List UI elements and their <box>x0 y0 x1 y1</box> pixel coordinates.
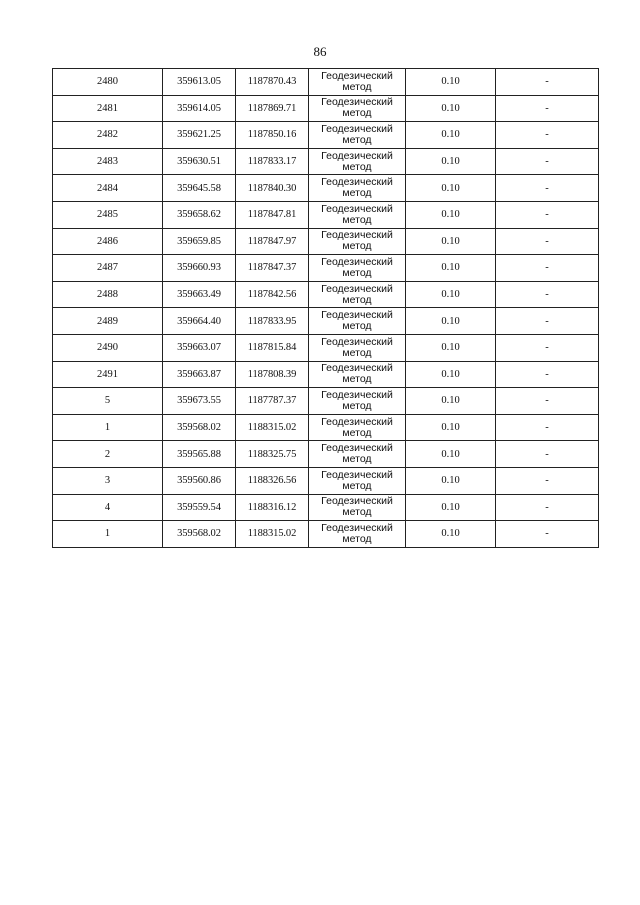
x-coordinate-cell: 359664.40 <box>163 308 236 335</box>
x-coordinate-cell: 359673.55 <box>163 388 236 415</box>
accuracy-cell: 0.10 <box>406 69 496 96</box>
table-row <box>53 388 599 415</box>
coordinates-table-body <box>53 69 599 548</box>
method-cell: Геодезический метод <box>309 494 406 521</box>
point-cell: 5 <box>53 388 163 415</box>
note-cell: - <box>496 414 599 441</box>
point-cell: 2484 <box>53 175 163 202</box>
table-row <box>53 467 599 494</box>
table-row <box>53 255 599 282</box>
y-coordinate-cell: 1188316.12 <box>236 494 309 521</box>
note-cell: - <box>496 334 599 361</box>
table-row <box>53 521 599 548</box>
point-cell: 2488 <box>53 281 163 308</box>
method-cell: Геодезический метод <box>309 281 406 308</box>
x-coordinate-cell: 359645.58 <box>163 175 236 202</box>
point-cell: 1 <box>53 521 163 548</box>
y-coordinate-cell: 1188315.02 <box>236 414 309 441</box>
accuracy-cell: 0.10 <box>406 228 496 255</box>
point-cell: 2485 <box>53 201 163 228</box>
x-coordinate-cell: 359613.05 <box>163 69 236 96</box>
note-cell: - <box>496 467 599 494</box>
accuracy-cell: 0.10 <box>406 521 496 548</box>
point-cell: 2483 <box>53 148 163 175</box>
y-coordinate-cell: 1187847.97 <box>236 228 309 255</box>
coordinates-table <box>52 68 599 548</box>
method-cell: Геодезический метод <box>309 388 406 415</box>
note-cell: - <box>496 175 599 202</box>
accuracy-cell: 0.10 <box>406 388 496 415</box>
accuracy-cell: 0.10 <box>406 281 496 308</box>
y-coordinate-cell: 1187847.37 <box>236 255 309 282</box>
accuracy-cell: 0.10 <box>406 148 496 175</box>
x-coordinate-cell: 359659.85 <box>163 228 236 255</box>
accuracy-cell: 0.10 <box>406 467 496 494</box>
accuracy-cell: 0.10 <box>406 95 496 122</box>
point-cell: 2489 <box>53 308 163 335</box>
y-coordinate-cell: 1187847.81 <box>236 201 309 228</box>
note-cell: - <box>496 148 599 175</box>
accuracy-cell: 0.10 <box>406 441 496 468</box>
table-row <box>53 441 599 468</box>
note-cell: - <box>496 69 599 96</box>
x-coordinate-cell: 359568.02 <box>163 521 236 548</box>
table-row <box>53 122 599 149</box>
y-coordinate-cell: 1187870.43 <box>236 69 309 96</box>
method-cell: Геодезический метод <box>309 255 406 282</box>
y-coordinate-cell: 1187840.30 <box>236 175 309 202</box>
point-cell: 2 <box>53 441 163 468</box>
note-cell: - <box>496 95 599 122</box>
table-row <box>53 95 599 122</box>
method-cell: Геодезический метод <box>309 201 406 228</box>
y-coordinate-cell: 1187815.84 <box>236 334 309 361</box>
method-cell: Геодезический метод <box>309 69 406 96</box>
point-cell: 2487 <box>53 255 163 282</box>
point-cell: 2480 <box>53 69 163 96</box>
x-coordinate-cell: 359630.51 <box>163 148 236 175</box>
accuracy-cell: 0.10 <box>406 201 496 228</box>
x-coordinate-cell: 359614.05 <box>163 95 236 122</box>
method-cell: Геодезический метод <box>309 361 406 388</box>
page-number: 86 <box>313 44 327 59</box>
note-cell: - <box>496 122 599 149</box>
x-coordinate-cell: 359663.07 <box>163 334 236 361</box>
table-row <box>53 201 599 228</box>
y-coordinate-cell: 1187869.71 <box>236 95 309 122</box>
x-coordinate-cell: 359663.49 <box>163 281 236 308</box>
accuracy-cell: 0.10 <box>406 122 496 149</box>
table-row <box>53 334 599 361</box>
accuracy-cell: 0.10 <box>406 494 496 521</box>
point-cell: 2482 <box>53 122 163 149</box>
x-coordinate-cell: 359560.86 <box>163 467 236 494</box>
note-cell: - <box>496 361 599 388</box>
point-cell: 4 <box>53 494 163 521</box>
y-coordinate-cell: 1188326.56 <box>236 467 309 494</box>
table-row <box>53 281 599 308</box>
table-row <box>53 308 599 335</box>
x-coordinate-cell: 359559.54 <box>163 494 236 521</box>
method-cell: Геодезический метод <box>309 122 406 149</box>
method-cell: Геодезический метод <box>309 467 406 494</box>
note-cell: - <box>496 255 599 282</box>
note-cell: - <box>496 281 599 308</box>
point-cell: 2486 <box>53 228 163 255</box>
point-cell: 2490 <box>53 334 163 361</box>
note-cell: - <box>496 388 599 415</box>
method-cell: Геодезический метод <box>309 441 406 468</box>
note-cell: - <box>496 521 599 548</box>
point-cell: 2481 <box>53 95 163 122</box>
x-coordinate-cell: 359565.88 <box>163 441 236 468</box>
table-row <box>53 175 599 202</box>
method-cell: Геодезический метод <box>309 175 406 202</box>
point-cell: 1 <box>53 414 163 441</box>
accuracy-cell: 0.10 <box>406 308 496 335</box>
note-cell: - <box>496 228 599 255</box>
table-row <box>53 361 599 388</box>
note-cell: - <box>496 494 599 521</box>
method-cell: Геодезический метод <box>309 95 406 122</box>
table-row <box>53 414 599 441</box>
table-row <box>53 69 599 96</box>
x-coordinate-cell: 359568.02 <box>163 414 236 441</box>
y-coordinate-cell: 1187833.95 <box>236 308 309 335</box>
x-coordinate-cell: 359663.87 <box>163 361 236 388</box>
table-row <box>53 228 599 255</box>
x-coordinate-cell: 359660.93 <box>163 255 236 282</box>
table-row <box>53 148 599 175</box>
y-coordinate-cell: 1188315.02 <box>236 521 309 548</box>
x-coordinate-cell: 359621.25 <box>163 122 236 149</box>
y-coordinate-cell: 1187833.17 <box>236 148 309 175</box>
y-coordinate-cell: 1188325.75 <box>236 441 309 468</box>
method-cell: Геодезический метод <box>309 308 406 335</box>
accuracy-cell: 0.10 <box>406 175 496 202</box>
accuracy-cell: 0.10 <box>406 361 496 388</box>
point-cell: 2491 <box>53 361 163 388</box>
y-coordinate-cell: 1187842.56 <box>236 281 309 308</box>
method-cell: Геодезический метод <box>309 148 406 175</box>
y-coordinate-cell: 1187850.16 <box>236 122 309 149</box>
table-row <box>53 494 599 521</box>
note-cell: - <box>496 201 599 228</box>
method-cell: Геодезический метод <box>309 334 406 361</box>
y-coordinate-cell: 1187787.37 <box>236 388 309 415</box>
method-cell: Геодезический метод <box>309 521 406 548</box>
note-cell: - <box>496 441 599 468</box>
accuracy-cell: 0.10 <box>406 414 496 441</box>
y-coordinate-cell: 1187808.39 <box>236 361 309 388</box>
point-cell: 3 <box>53 467 163 494</box>
accuracy-cell: 0.10 <box>406 255 496 282</box>
x-coordinate-cell: 359658.62 <box>163 201 236 228</box>
method-cell: Геодезический метод <box>309 414 406 441</box>
method-cell: Геодезический метод <box>309 228 406 255</box>
accuracy-cell: 0.10 <box>406 334 496 361</box>
note-cell: - <box>496 308 599 335</box>
